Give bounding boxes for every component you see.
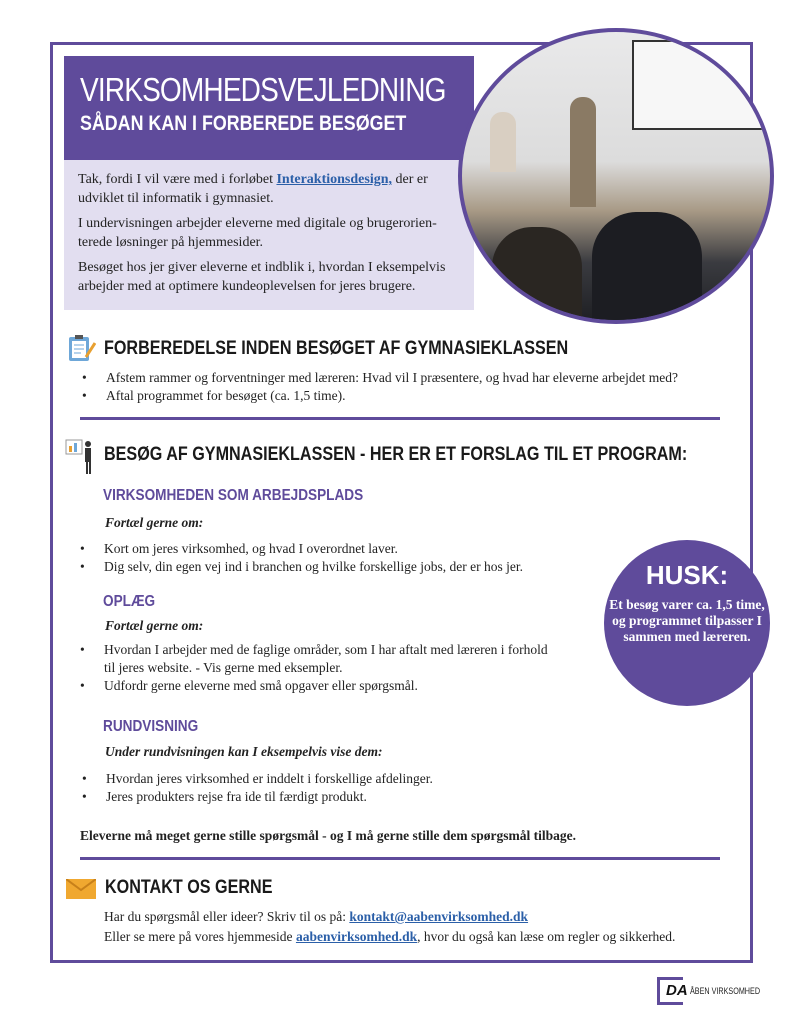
logo-mark: DA xyxy=(666,982,688,999)
header-banner xyxy=(64,56,474,160)
reminder-circle xyxy=(604,540,770,706)
reminder-title: HUSK: xyxy=(645,560,729,590)
closing-note: Eleverne må meget gerne stille spørgsmål - og I må gerne stille dem spørgsmål tilbage. xyxy=(80,828,577,843)
intro-text: der er udviklet til informatik i gymnasiet. xyxy=(78,172,428,206)
intro-box xyxy=(64,160,474,310)
divider xyxy=(80,417,720,420)
contact-heading: KONTAKT OS GERNE xyxy=(105,877,273,898)
contact-text xyxy=(104,907,675,947)
contact-line: , hvor du også kan læse om regler og sikkerhed. xyxy=(417,929,676,944)
section-lead: Under rundvisningen kan I eksempelvis vise dem: xyxy=(105,744,383,759)
intro-p2: I undervisningen arbejder eleverne med digitale og brugerorien-terede løsninger på hjemmesider. xyxy=(78,216,437,250)
prep-list xyxy=(80,369,740,405)
page-subtitle: SÅDAN KAN I FORBEREDE BESØGET xyxy=(80,112,407,135)
s2-list xyxy=(78,641,558,695)
student-silhouette xyxy=(592,212,702,324)
list-item: • Dig selv, din egen vej ind i branchen og hvilke forskellige jobs, der er hos jer. xyxy=(78,558,598,576)
list-item: • Afstem rammer og forventninger med læreren: Hvad vil I præsentere, og hvad har eleverne arbejdet med? xyxy=(80,369,740,387)
projector-screen xyxy=(632,40,772,130)
presenter-silhouette xyxy=(570,97,596,207)
section-title: RUNDVISNING xyxy=(103,718,199,735)
section-lead: Fortæl gerne om: xyxy=(105,618,204,633)
section-title: VIRKSOMHEDEN SOM ARBEJDSPLADS xyxy=(103,487,364,504)
course-link[interactable]: Interaktionsdesign, xyxy=(276,172,392,187)
classroom-photo xyxy=(458,28,774,324)
intro-p1 xyxy=(78,170,460,208)
email-link[interactable]: kontakt@aabenvirksomhed.dk xyxy=(349,909,529,924)
list-item: • Hvordan I arbejder med de faglige områder, som I har aftalt med læreren i forhold til jeres website. - Vis gerne med eksempler. xyxy=(78,641,558,677)
intro-p3: Besøget hos jer giver eleverne et indblik i, hvordan I eksempelvis arbejder med at optimere kundeoplevelsen for jeres brugere. xyxy=(78,260,446,294)
list-item: • Hvordan jeres virksomhed er inddelt i forskellige afdelinger. xyxy=(80,770,600,788)
divider xyxy=(80,857,720,860)
website-link[interactable]: aabenvirksomhed.dk xyxy=(295,929,418,944)
list-item: • Aftal programmet for besøget (ca. 1,5 time). xyxy=(80,387,740,405)
contact-line: Eller se mere på vores hjemmeside xyxy=(104,929,296,944)
reminder-body: Et besøg varer ca. 1,5 time, og programmet tilpasser I sammen med læreren. xyxy=(609,597,765,644)
presenter-silhouette xyxy=(490,112,516,172)
clipboard-icon xyxy=(66,333,96,363)
section-lead: Fortæl gerne om: xyxy=(105,515,204,530)
envelope-icon xyxy=(66,879,96,899)
list-item: • Jeres produkters rejse fra ide til færdigt produkt. xyxy=(80,788,600,806)
page-title: VIRKSOMHEDSVEJLEDNING xyxy=(80,71,446,108)
list-item: • Kort om jeres virksomhed, og hvad I overordnet laver. xyxy=(78,540,598,558)
prep-heading: FORBEREDELSE INDEN BESØGET AF GYMNASIEKLASSEN xyxy=(104,338,569,359)
intro-text: Tak, fordi I vil være med i forløbet xyxy=(78,172,277,187)
student-silhouette xyxy=(492,227,582,324)
s1-list xyxy=(78,540,598,576)
contact-line: Har du spørgsmål eller ideer? Skriv til os på: xyxy=(104,909,350,924)
presenter-icon xyxy=(64,436,94,476)
list-item: • Udfordr gerne eleverne med små opgaver eller spørgsmål. xyxy=(78,677,558,695)
section-title: OPLÆG xyxy=(103,593,156,610)
logo-text: ÅBEN VIRKSOMHED xyxy=(690,986,761,996)
visit-heading: BESØG AF GYMNASIEKLASSEN - HER ER ET FORSLAG TIL ET PROGRAM: xyxy=(104,444,688,465)
s3-list xyxy=(80,770,600,806)
